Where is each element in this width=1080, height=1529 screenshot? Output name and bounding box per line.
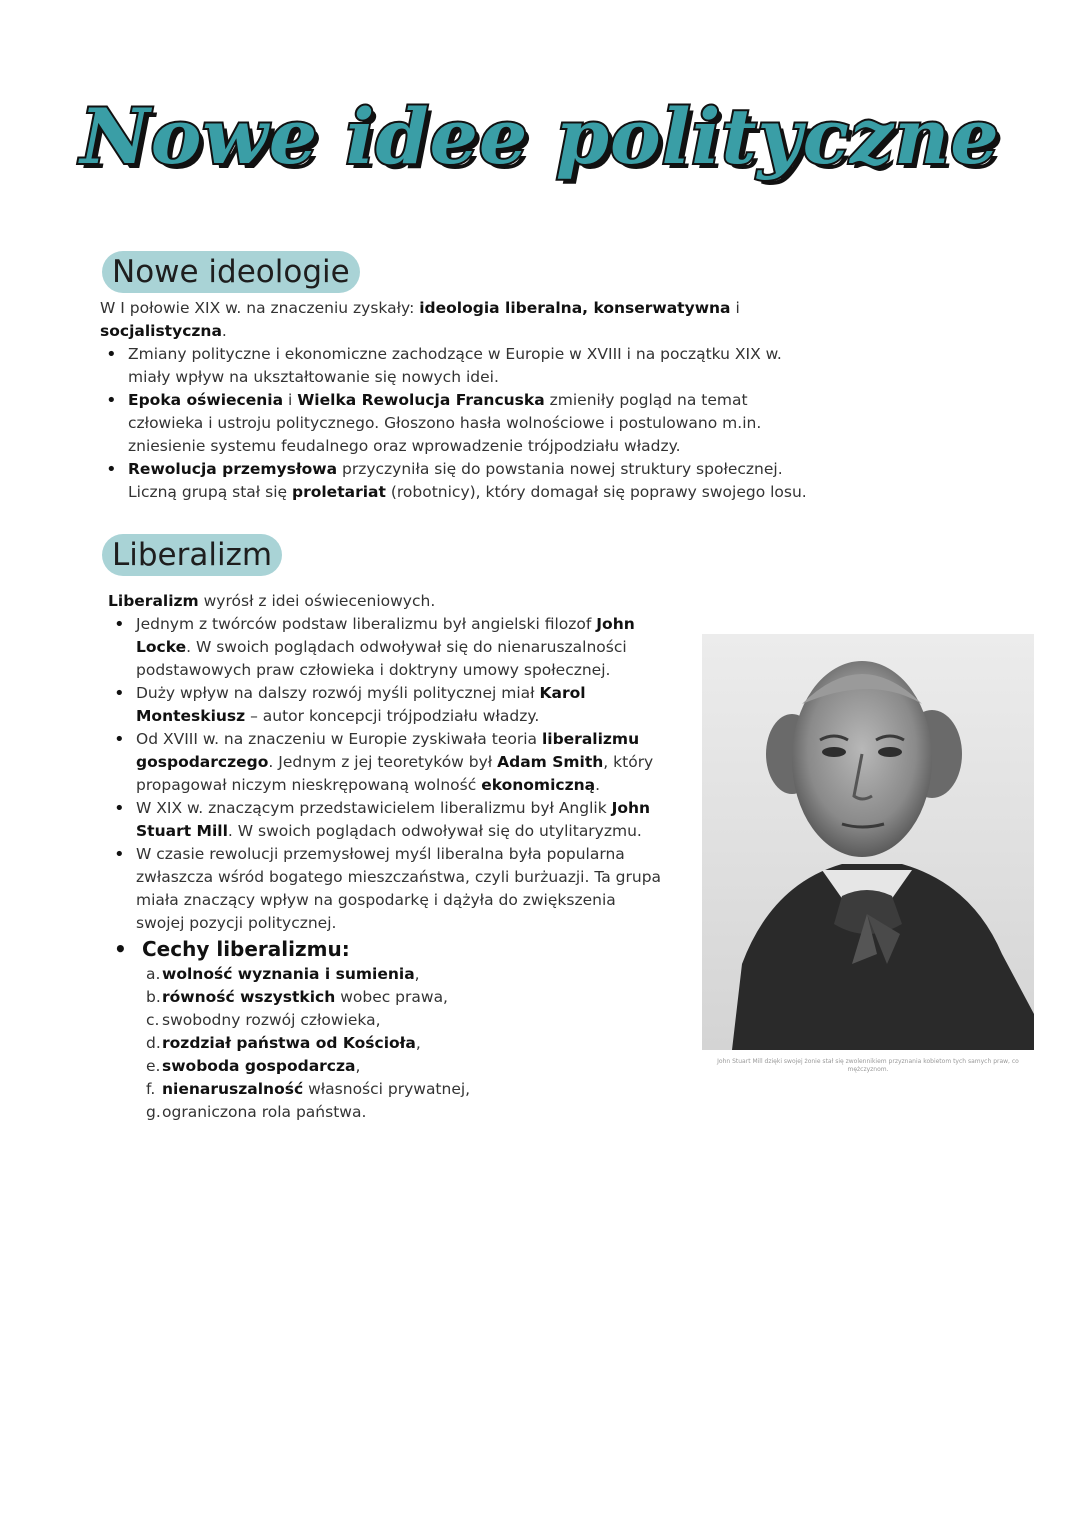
feature-marker: a.: [146, 965, 161, 983]
text-segment: Duży wpływ na dalszy rozwój myśli politycznej miał: [136, 684, 540, 702]
bold-text: nienaruszalność: [162, 1080, 304, 1098]
list-item: [108, 843, 668, 935]
bold-text: Epoka oświecenia: [128, 391, 284, 409]
feature-marker: b.: [146, 988, 161, 1006]
text-segment: własności prywatnej,: [303, 1080, 471, 1098]
portrait-illustration: [702, 634, 1034, 1050]
feature-item: [146, 1078, 470, 1101]
text-segment: W XIX w. znaczącym przedstawicielem liberalizmu był Anglik: [136, 799, 612, 817]
text-segment: (robotnicy), który domagał się poprawy swojego losu.: [385, 483, 807, 501]
text-segment: – autor koncepcji trójpodziału władzy.: [245, 707, 540, 725]
text-segment: Jednym z twórców podstaw liberalizmu był angielski filozof: [136, 615, 597, 633]
text-segment: i: [283, 391, 298, 409]
bold-text: socjalistyczna: [100, 322, 222, 340]
feature-marker: e.: [146, 1057, 161, 1075]
bullet-list-liberalizm: [108, 613, 668, 935]
feature-marker: f.: [146, 1080, 156, 1098]
bold-text: rozdział państwa od Kościoła: [162, 1034, 416, 1052]
text-segment: .: [221, 322, 227, 340]
text-segment: zmieniły pogląd na temat człowieka i ustroju politycznego. Głoszono hasła wolnościowe i postulowano m.in. zniesienie systemu feudalnego oraz wprowadzenie trójpodziału władzy.: [128, 391, 762, 455]
bold-text: John Locke: [136, 615, 635, 656]
feature-item: [146, 1101, 470, 1124]
bold-text: proletariat: [291, 483, 386, 501]
text-segment: . Jednym z jej teoretyków był: [268, 753, 498, 771]
list-item: [100, 343, 820, 389]
text-segment: W I połowie XIX w. na znaczeniu zyskały:: [100, 299, 420, 317]
text-segment: .: [595, 776, 601, 794]
feature-item: [146, 1009, 470, 1032]
bold-text: Karol Monteskiusz: [136, 684, 586, 725]
list-item: [108, 613, 668, 682]
list-item: [108, 682, 668, 728]
bold-text: John Stuart Mill: [136, 799, 651, 840]
text-segment: ,: [414, 965, 420, 983]
text-segment: ograniczona rola państwa.: [162, 1103, 367, 1121]
feature-item: [146, 1055, 470, 1078]
bold-text: liberalizmu gospodarczego: [136, 730, 640, 771]
text-segment: ,: [415, 1034, 421, 1052]
text-segment: Od XVIII w. na znaczeniu w Europie zyskiwała teoria: [136, 730, 542, 748]
bold-text: Wielka Rewolucja Francuska: [297, 391, 545, 409]
section-heading-liberalizm: Liberalizm: [108, 534, 276, 576]
portrait-image: [702, 634, 1034, 1050]
text-segment: wyrósł z idei oświeceniowych.: [198, 592, 436, 610]
list-item: [108, 728, 668, 797]
section-intro-nowe-ideologie: [100, 297, 760, 343]
bold-text: równość wszystkich: [162, 988, 336, 1006]
bullet-list-nowe-ideologie: [100, 343, 820, 504]
list-item: [108, 797, 668, 843]
text-segment: ,: [355, 1057, 361, 1075]
bold-text: Rewolucja przemysłowa: [128, 460, 338, 478]
text-segment: wobec prawa,: [335, 988, 448, 1006]
feature-item: [146, 963, 470, 986]
bold-text: Liberalizm: [108, 592, 199, 610]
feature-marker: c.: [146, 1011, 160, 1029]
bold-text: ekonomiczną: [481, 776, 596, 794]
text-segment: , który propagował niczym nieskrępowaną wolność: [136, 753, 654, 794]
feature-marker: g.: [146, 1103, 161, 1121]
text-segment: Zmiany polityczne i ekonomiczne zachodzące w Europie w XVIII i na początku XIX w. miały wpływ na ukształtowanie się nowych idei.: [128, 345, 782, 386]
list-item: [100, 458, 820, 504]
feature-item: [146, 986, 470, 1009]
list-item: [100, 389, 820, 458]
feature-item: [146, 1032, 470, 1055]
portrait-caption: John Stuart Mill dzięki swojej żonie stał się zwolennikiem przyznania kobietom tych samych praw, co mężczyznom.: [717, 1058, 1019, 1073]
bold-text: ideologia liberalna, konserwatywna: [419, 299, 731, 317]
feature-marker: d.: [146, 1034, 161, 1052]
text-segment: przyczyniła się do powstania nowej struktury społecznej. Liczną grupą stał się: [128, 460, 783, 501]
page-title: Nowe idee polityczne: [80, 92, 1000, 181]
bold-text: Adam Smith: [497, 753, 604, 771]
text-segment: W czasie rewolucji przemysłowej myśl liberalna była popularna zwłaszcza wśród bogatego mieszczaństwa, czyli burżuazji. Ta grupa miała znaczący wpływ na gospodarkę i dążyła do zwiększenia swojej pozycji politycznej.: [136, 845, 662, 932]
bold-text: wolność wyznania i sumienia: [162, 965, 415, 983]
text-segment: . W swoich poglądach odwoływał się do nienaruszalności podstawowych praw człowieka i doktryny umowy społecznej.: [136, 638, 627, 679]
bold-text: swoboda gospodarcza: [162, 1057, 356, 1075]
features-heading: • Cechy liberalizmu:: [116, 937, 350, 961]
text-segment: i: [730, 299, 740, 317]
features-list: [146, 963, 470, 1124]
text-segment: swobodny rozwój człowieka,: [162, 1011, 381, 1029]
text-segment: . W swoich poglądach odwoływał się do utylitaryzmu.: [227, 822, 642, 840]
section-heading-nowe-ideologie: Nowe ideologie: [108, 251, 354, 293]
section-intro-liberalizm: [108, 590, 668, 613]
